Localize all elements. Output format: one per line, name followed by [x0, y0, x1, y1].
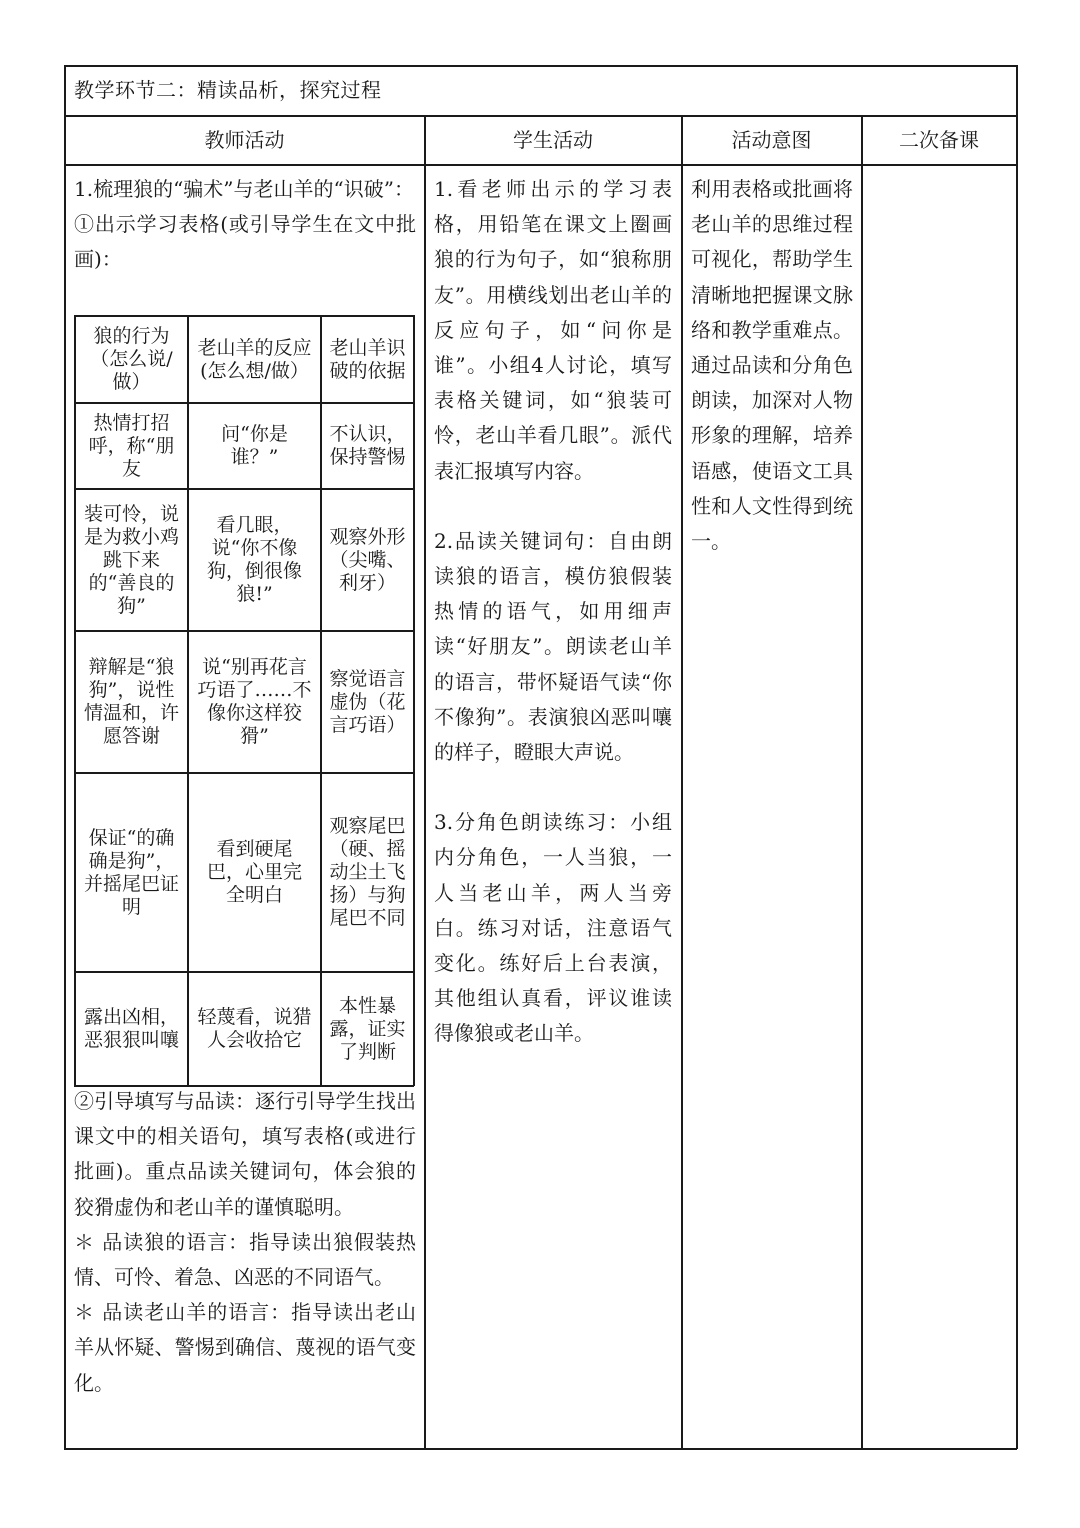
inner-cell: 轻蔑看，说猎人会收拾它 — [197, 1006, 312, 1051]
teacher-activity-intro — [74, 172, 416, 278]
outer-border-bottom — [64, 1448, 1017, 1450]
inner-cell: 装可怜，说是为救小鸡跳下来的“善良的狗” — [83, 502, 179, 617]
inner-cell: 不认识，保持警惕 — [329, 423, 406, 468]
teacher-activity-guidance — [74, 1084, 416, 1401]
inner-cell: 察觉语言虚伪（花言巧语） — [329, 667, 406, 736]
inner-cell: 本性暴露，证实了判断 — [329, 994, 406, 1063]
inner-header-wolf-behavior: 狼的行为（怎么说/做） — [90, 325, 173, 393]
teacher-step-1-a: ①出示学习表格(或引导学生在文中批画)： — [74, 212, 416, 272]
title-row-divider — [64, 115, 1017, 117]
student-step-2: 2.品读关键词句：自由朗读狼的语言，模仿狼假装热情的语气，如用细声读“好朋友”。朗读老山羊的语言，带怀疑语气读“你不像狗”。表演狼凶恶叫嚷的样子，瞪眼大声说。 — [434, 528, 672, 765]
inner-cell: 观察外形（尖嘴、利牙） — [329, 525, 406, 594]
inner-cell: 观察尾巴（硬、摇动尘土飞扬）与狗尾巴不同 — [329, 815, 406, 929]
col-divider-2 — [681, 115, 683, 1449]
inner-cell: 露出凶相，恶狠狠叫嚷 — [83, 1006, 179, 1051]
student-step-1: 1.看老师出示的学习表格，用铅笔在课文上圈画狼的行为句子，如“狼称朋友”。用横线划出老山羊的反应句子，如“问你是谁”。小组4人讨论，填写表格关键词，如“狼装可怜，老山羊看几眼”。派代表汇报填写内容。 — [434, 177, 672, 483]
second-preparation-cell[interactable] — [862, 166, 1016, 1448]
activity-intent — [691, 172, 853, 559]
learning-table — [74, 315, 414, 1086]
inner-cell: 说“别再花言巧语了……不像你这样狡猾” — [197, 656, 312, 747]
header-second-preparation: 二次备课 — [899, 128, 979, 152]
header-teacher-activity: 教师活动 — [204, 128, 285, 152]
inner-header-goat-basis: 老山羊识破的依据 — [329, 336, 406, 382]
teacher-step-1-b: ②引导填写与品读：逐行引导学生找出课文中的相关语句，填写表格(或进行批画)。重点品读关键词句，体会狼的狡猾虚伪和老山羊的谨慎聪明。 — [74, 1089, 416, 1219]
section-title: 教学环节二：精读品析，探究过程 — [74, 78, 382, 102]
inner-cell: 热情打招呼，称“朋友 — [88, 411, 175, 480]
header-activity-intent: 活动意图 — [731, 128, 812, 152]
col-divider-1 — [424, 115, 426, 1449]
student-step-3: 3.分角色朗读练习：小组内分角色，一人当狼，一人当老山羊，两人当旁白。练习对话，注意语气变化。练好后上台表演，其他组认真看，评议谁读得像狼或老山羊。 — [434, 810, 672, 1046]
teacher-note-goat: ＊ 品读老山羊的语言：指导读出老山羊从怀疑、警惕到确信、蔑视的语气变化。 — [74, 1300, 416, 1395]
outer-border-top — [64, 65, 1017, 67]
inner-cell: 保证“的确确是狗”，并摇尾巴证明 — [83, 826, 179, 918]
inner-cell: 看到硬尾巴，心里完全明白 — [206, 838, 302, 906]
teacher-note-wolf: ＊ 品读狼的语言：指导读出狼假装热情、可怜、着急、凶恶的不同语气。 — [74, 1229, 416, 1290]
inner-header-goat-reaction: 老山羊的反应(怎么想/做） — [197, 336, 312, 382]
outer-border-left — [64, 65, 66, 1449]
inner-cell: 问“你是谁？” — [221, 423, 288, 468]
inner-cell: 辩解是“狼狗”，说性情温和，许愿答谢 — [83, 656, 179, 747]
student-activity — [434, 172, 672, 1052]
inner-cell: 看几眼，说“你不像狗，倒很像狼!” — [206, 514, 302, 605]
outer-border-right — [1016, 65, 1018, 1449]
header-student-activity: 学生活动 — [513, 128, 593, 152]
intent-text: 利用表格或批画将老山羊的思维过程可视化，帮助学生清晰地把握课文脉络和教学重难点。通过品读和分角色朗读，加深对人物形象的理解，培养语感，使语文工具性和人文性得到统一。 — [691, 177, 853, 554]
teacher-step-1: 1.梳理狼的“骗术”与老山羊的“识破”： — [74, 177, 414, 201]
